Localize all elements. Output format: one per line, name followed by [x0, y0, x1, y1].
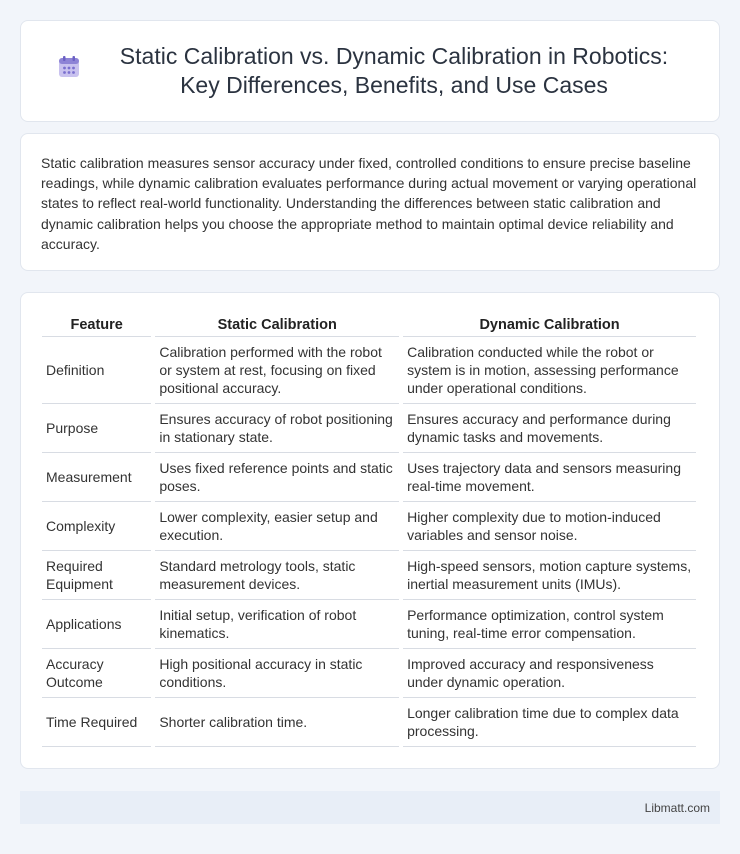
intro-card: [20, 133, 720, 271]
feature-cell: Time Required: [42, 698, 151, 747]
comparison-table: [38, 315, 700, 747]
table-row: [42, 337, 696, 404]
comparison-table-card: [20, 292, 720, 769]
feature-cell: Required Equipment: [42, 551, 151, 600]
static-cell: Ensures accuracy of robot positioning in stationary state.: [155, 404, 399, 453]
header-feature: Feature: [42, 315, 151, 337]
footer: [20, 791, 720, 824]
feature-cell: Applications: [42, 600, 151, 649]
feature-cell: Definition: [42, 337, 151, 404]
table-row: [42, 649, 696, 698]
dynamic-cell: Longer calibration time due to complex data processing.: [403, 698, 696, 747]
table-row: [42, 551, 696, 600]
dynamic-cell: Higher complexity due to motion-induced variables and sensor noise.: [403, 502, 696, 551]
header-dynamic-calibration: Dynamic Calibration: [403, 315, 696, 337]
dynamic-cell: Improved accuracy and responsiveness under dynamic operation.: [403, 649, 696, 698]
dynamic-cell: Calibration conducted while the robot or system is in motion, assessing performance under operational conditions.: [403, 337, 696, 404]
header-static-calibration: Static Calibration: [155, 315, 399, 337]
feature-cell: Complexity: [42, 502, 151, 551]
dynamic-cell: Uses trajectory data and sensors measuring real-time movement.: [403, 453, 696, 502]
feature-cell: Accuracy Outcome: [42, 649, 151, 698]
dynamic-cell: Ensures accuracy and performance during dynamic tasks and movements.: [403, 404, 696, 453]
table-row: [42, 698, 696, 747]
feature-cell: Purpose: [42, 404, 151, 453]
static-cell: Uses fixed reference points and static poses.: [155, 453, 399, 502]
static-cell: Calibration performed with the robot or system at rest, focusing on fixed positional accuracy.: [155, 337, 399, 404]
footer-brand[interactable]: Libmatt.com: [644, 800, 710, 815]
table-row: [42, 404, 696, 453]
static-cell: Shorter calibration time.: [155, 698, 399, 747]
static-cell: Initial setup, verification of robot kinematics.: [155, 600, 399, 649]
page-title: Static Calibration vs. Dynamic Calibration in Robotics: Key Differences, Benefits, and Use Cases: [119, 43, 669, 98]
static-cell: High positional accuracy in static conditions.: [155, 649, 399, 698]
table-row: [42, 600, 696, 649]
table-header-row: [42, 315, 696, 337]
dynamic-cell: Performance optimization, control system tuning, real-time error compensation.: [403, 600, 696, 649]
title-card: [20, 20, 720, 122]
dynamic-cell: High-speed sensors, motion capture systems, inertial measurement units (IMUs).: [403, 551, 696, 600]
calendar-icon: [56, 54, 82, 80]
static-cell: Lower complexity, easier setup and execution.: [155, 502, 399, 551]
static-cell: Standard metrology tools, static measurement devices.: [155, 551, 399, 600]
table-row: [42, 453, 696, 502]
intro-text: Static calibration measures sensor accuracy under fixed, controlled conditions to ensure precise baseline readings, while dynamic calibration evaluates performance during actual movement or varying operational states to reflect real-world functionality. Understanding the differences between static calibration and dynamic calibration helps you choose the appropriate method to maintain optimal device reliability and accuracy.: [41, 155, 697, 252]
feature-cell: Measurement: [42, 453, 151, 502]
table-row: [42, 502, 696, 551]
